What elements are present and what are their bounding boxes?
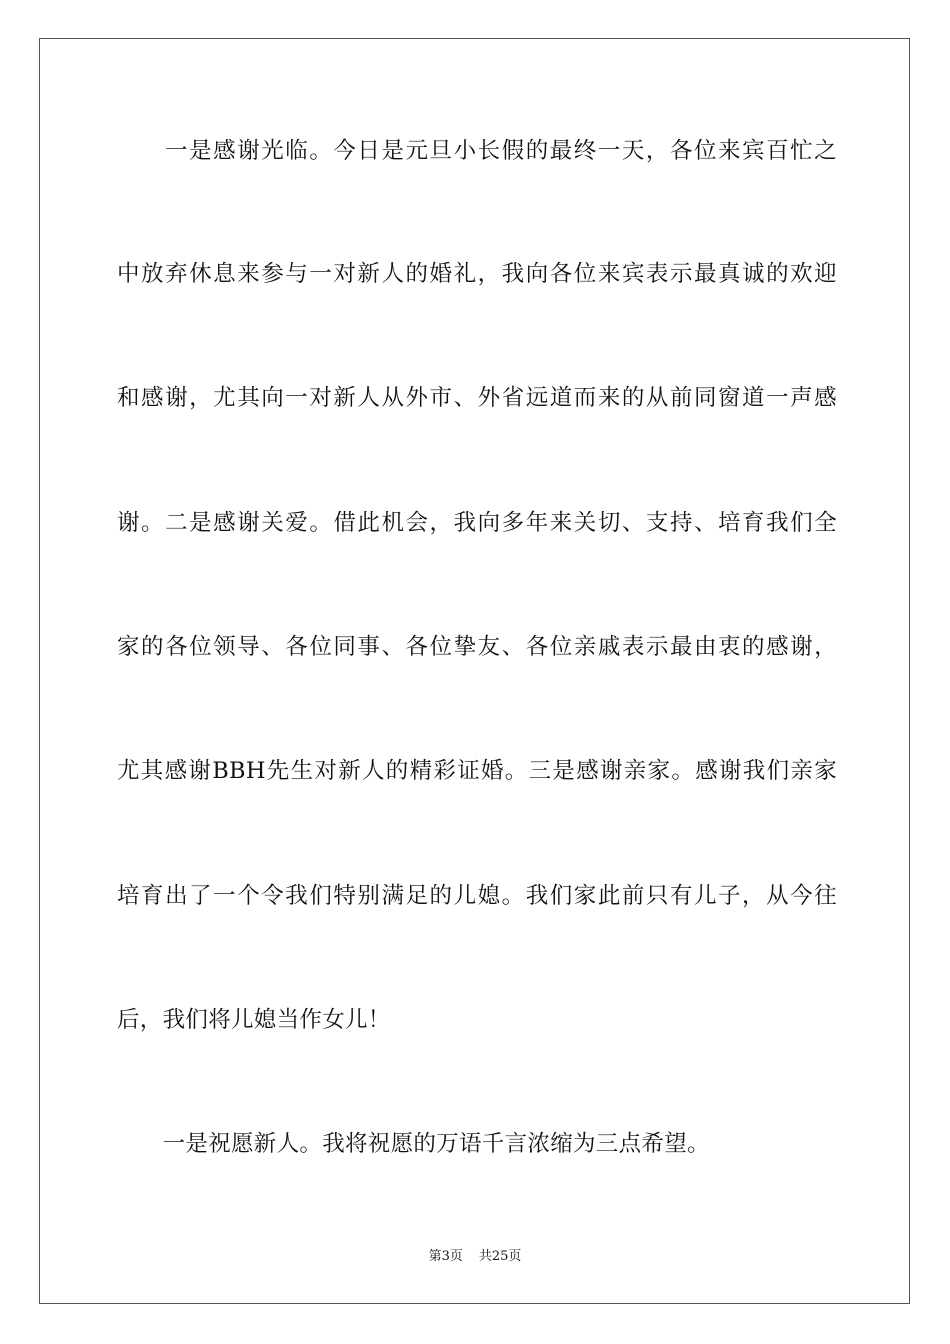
page-total: 共25页 <box>478 1249 522 1264</box>
body-text-line: 一是感谢光临。今日是元旦小长假的最终一天，各位来宾百忙之 <box>117 138 837 164</box>
page-footer <box>0 1248 950 1266</box>
body-text-line: 谢。二是感谢关爱。借此机会，我向多年来关切、支持、培育我们全 <box>117 510 837 536</box>
body-text-line: 家的各位领导、各位同事、各位挚友、各位亲戚表示最由衷的感谢， <box>117 634 837 660</box>
body-text-line: 后，我们将儿媳当作女儿！ <box>117 1007 391 1033</box>
body-text-line: 尤其感谢BBH先生对新人的精彩证婚。三是感谢亲家。感谢我们亲家 <box>117 758 837 784</box>
body-text-line: 一是祝愿新人。我将祝愿的万语千言浓缩为三点希望。 <box>117 1131 710 1157</box>
page-border <box>39 38 910 1304</box>
body-text-line: 中放弃休息来参与一对新人的婚礼，我向各位来宾表示最真诚的欢迎 <box>117 261 837 287</box>
body-text-line: 和感谢，尤其向一对新人从外市、外省远道而来的从前同窗道一声感 <box>117 385 837 411</box>
body-text-line: 培育出了一个令我们特别满足的儿媳。我们家此前只有儿子，从今往 <box>117 883 837 909</box>
page-number: 第3页 <box>428 1249 463 1264</box>
